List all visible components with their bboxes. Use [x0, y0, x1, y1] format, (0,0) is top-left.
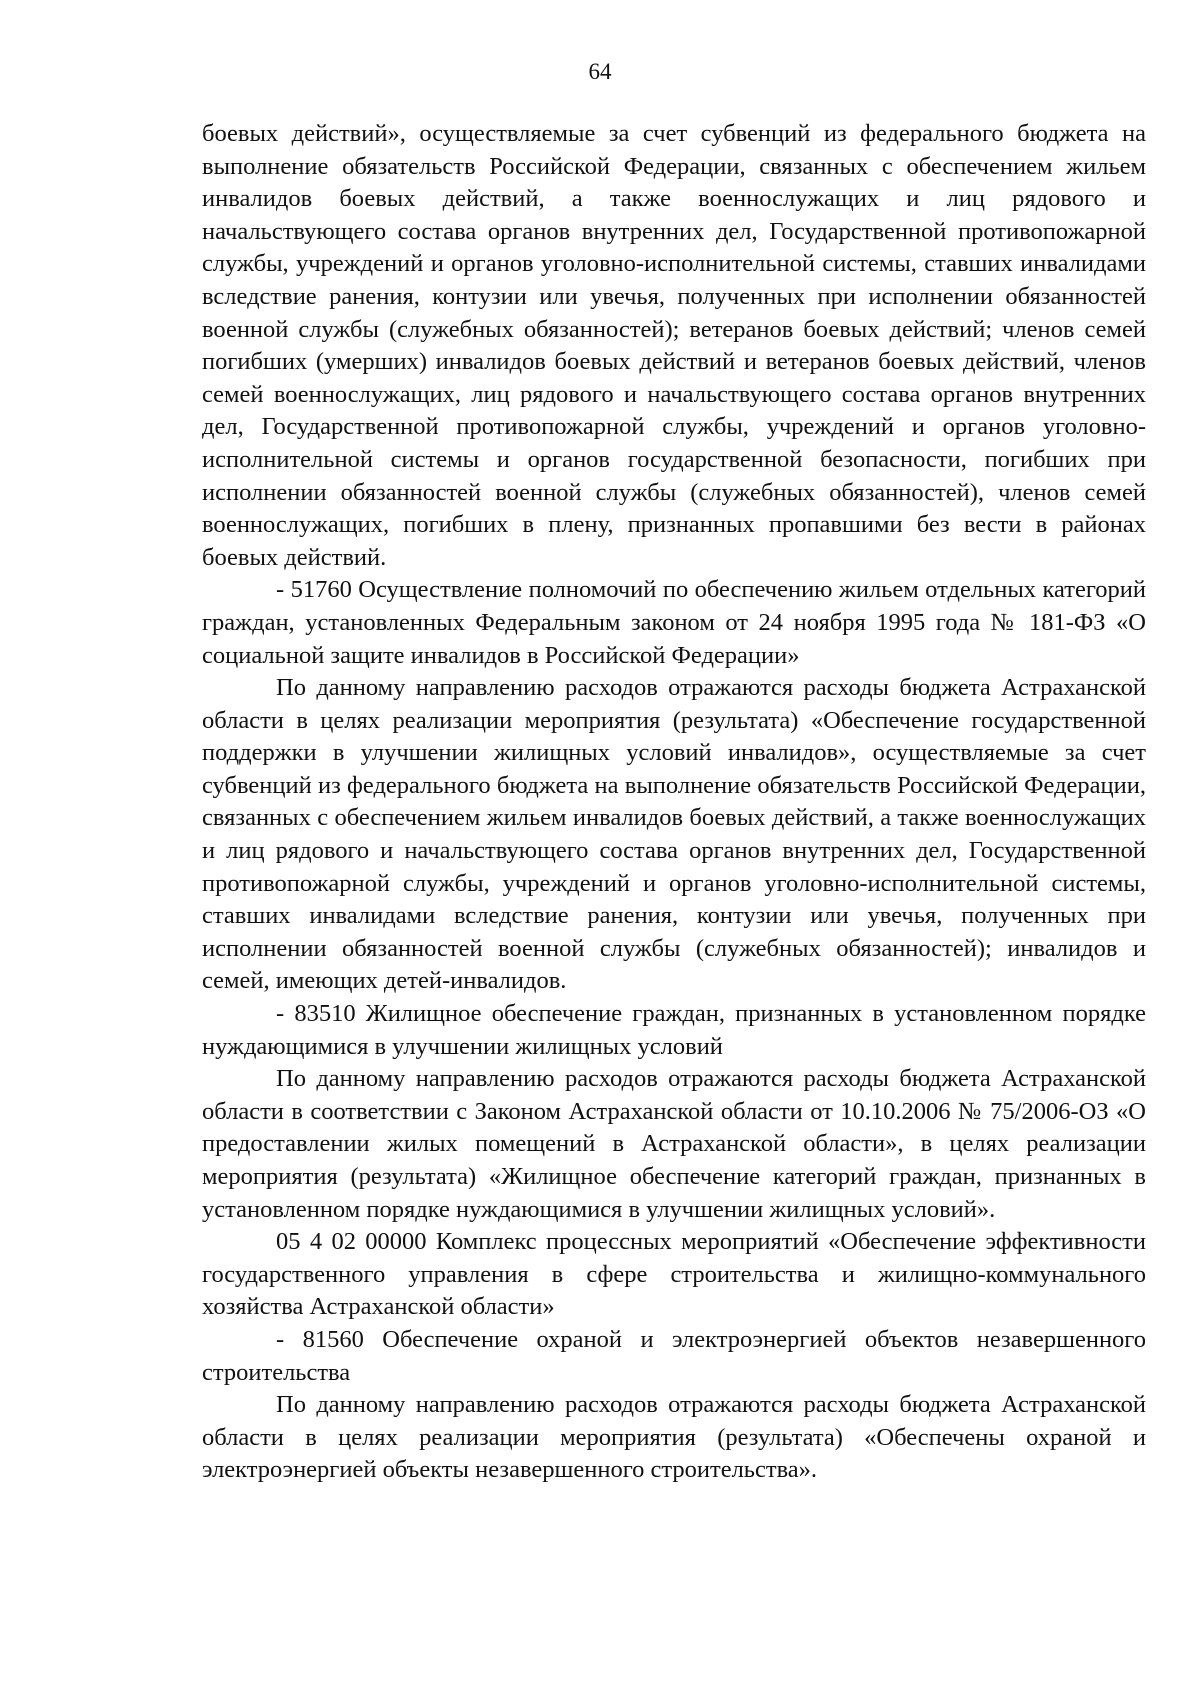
- paragraph-continuation: боевых действий», осуществляемые за счет субвенций из федерального бюджета на выполнение обязательств Российской Федерации, связанных с обеспечением жильем инвалидов боевых действий, а также военнослужащих и лиц рядового и начальствующего состава органов внутренних дел, Государственной противопожарной службы, учреждений и органов уголовно-исполнительной системы, ставших инвалидами вследствие ранения, контузии или увечья, полученных при исполнении обязанностей военной службы (служебных обязанностей); ветеранов боевых действий; членов семей погибших (умерших) инвалидов боевых действий и ветеранов боевых действий, членов семей военнослужащих, лиц рядового и начальствующего состава органов внутренних дел, Государственной противопожарной службы, учреждений и органов уголовно-исполнительной системы и органов государственной безопасности, погибших при исполнении обязанностей военной службы (служебных обязанностей), членов семей военнослужащих, погибших в плену, признанных пропавшими без вести в районах боевых действий.: [202, 120, 1146, 571]
- page-number: 64: [588, 59, 612, 84]
- paragraph-description-83510: По данному направлению расходов отражаются расходы бюджета Астраханской области в соответствии с Законом Астраханской области от 10.10.2006 № 75/2006-ОЗ «О предоставлении жилых помещений в Астраханской области», в целях реализации мероприятия (результата) «Жилищное обеспечение категорий граждан, признанных в установленном порядке нуждающимися в улучшении жилищных условий».: [202, 1065, 1146, 1223]
- paragraph-description-81560: По данному направлению расходов отражаются расходы бюджета Астраханской области в целях реализации мероприятия (результата) «Обеспечены охраной и электроэнергией объекты незавершенного строительства».: [202, 1391, 1146, 1484]
- paragraph-description-51760: По данному направлению расходов отражаются расходы бюджета Астраханской области в целях реализации мероприятия (результата) «Обеспечение государственной поддержки в улучшении жилищных условий инвалидов», осуществляемые за счет субвенций из федерального бюджета на выполнение обязательств Российской Федерации, связанных с обеспечением жильем инвалидов боевых действий, а также военнослужащих и лиц рядового и начальствующего состава органов внутренних дел, Государственной противопожарной службы, учреждений и органов уголовно-исполнительной системы, ставших инвалидами вследствие ранения, контузии или увечья, полученных при исполнении обязанностей военной службы (служебных обязанностей); инвалидов и семей, имеющих детей-инвалидов.: [202, 674, 1146, 995]
- document-body: [202, 118, 1146, 1487]
- paragraph-code-05-4-02-00000: 05 4 02 00000 Комплекс процессных мероприятий «Обеспечение эффективности государственного управления в сфере строительства и жилищно-коммунального хозяйства Астраханской области»: [202, 1228, 1146, 1321]
- paragraph-code-81560: - 81560 Обеспечение охраной и электроэнергией объектов незавершенного строительства: [202, 1325, 1146, 1386]
- paragraph-code-83510: - 83510 Жилищное обеспечение граждан, признанных в установленном порядке нуждающимися в улучшении жилищных условий: [202, 1000, 1146, 1060]
- paragraph-code-51760: - 51760 Осуществление полномочий по обеспечению жильем отдельных категорий граждан, установленных Федеральным законом от 24 ноября 1995 года № 181-ФЗ «О социальной защите инвалидов в Российской Федерации»: [202, 576, 1146, 669]
